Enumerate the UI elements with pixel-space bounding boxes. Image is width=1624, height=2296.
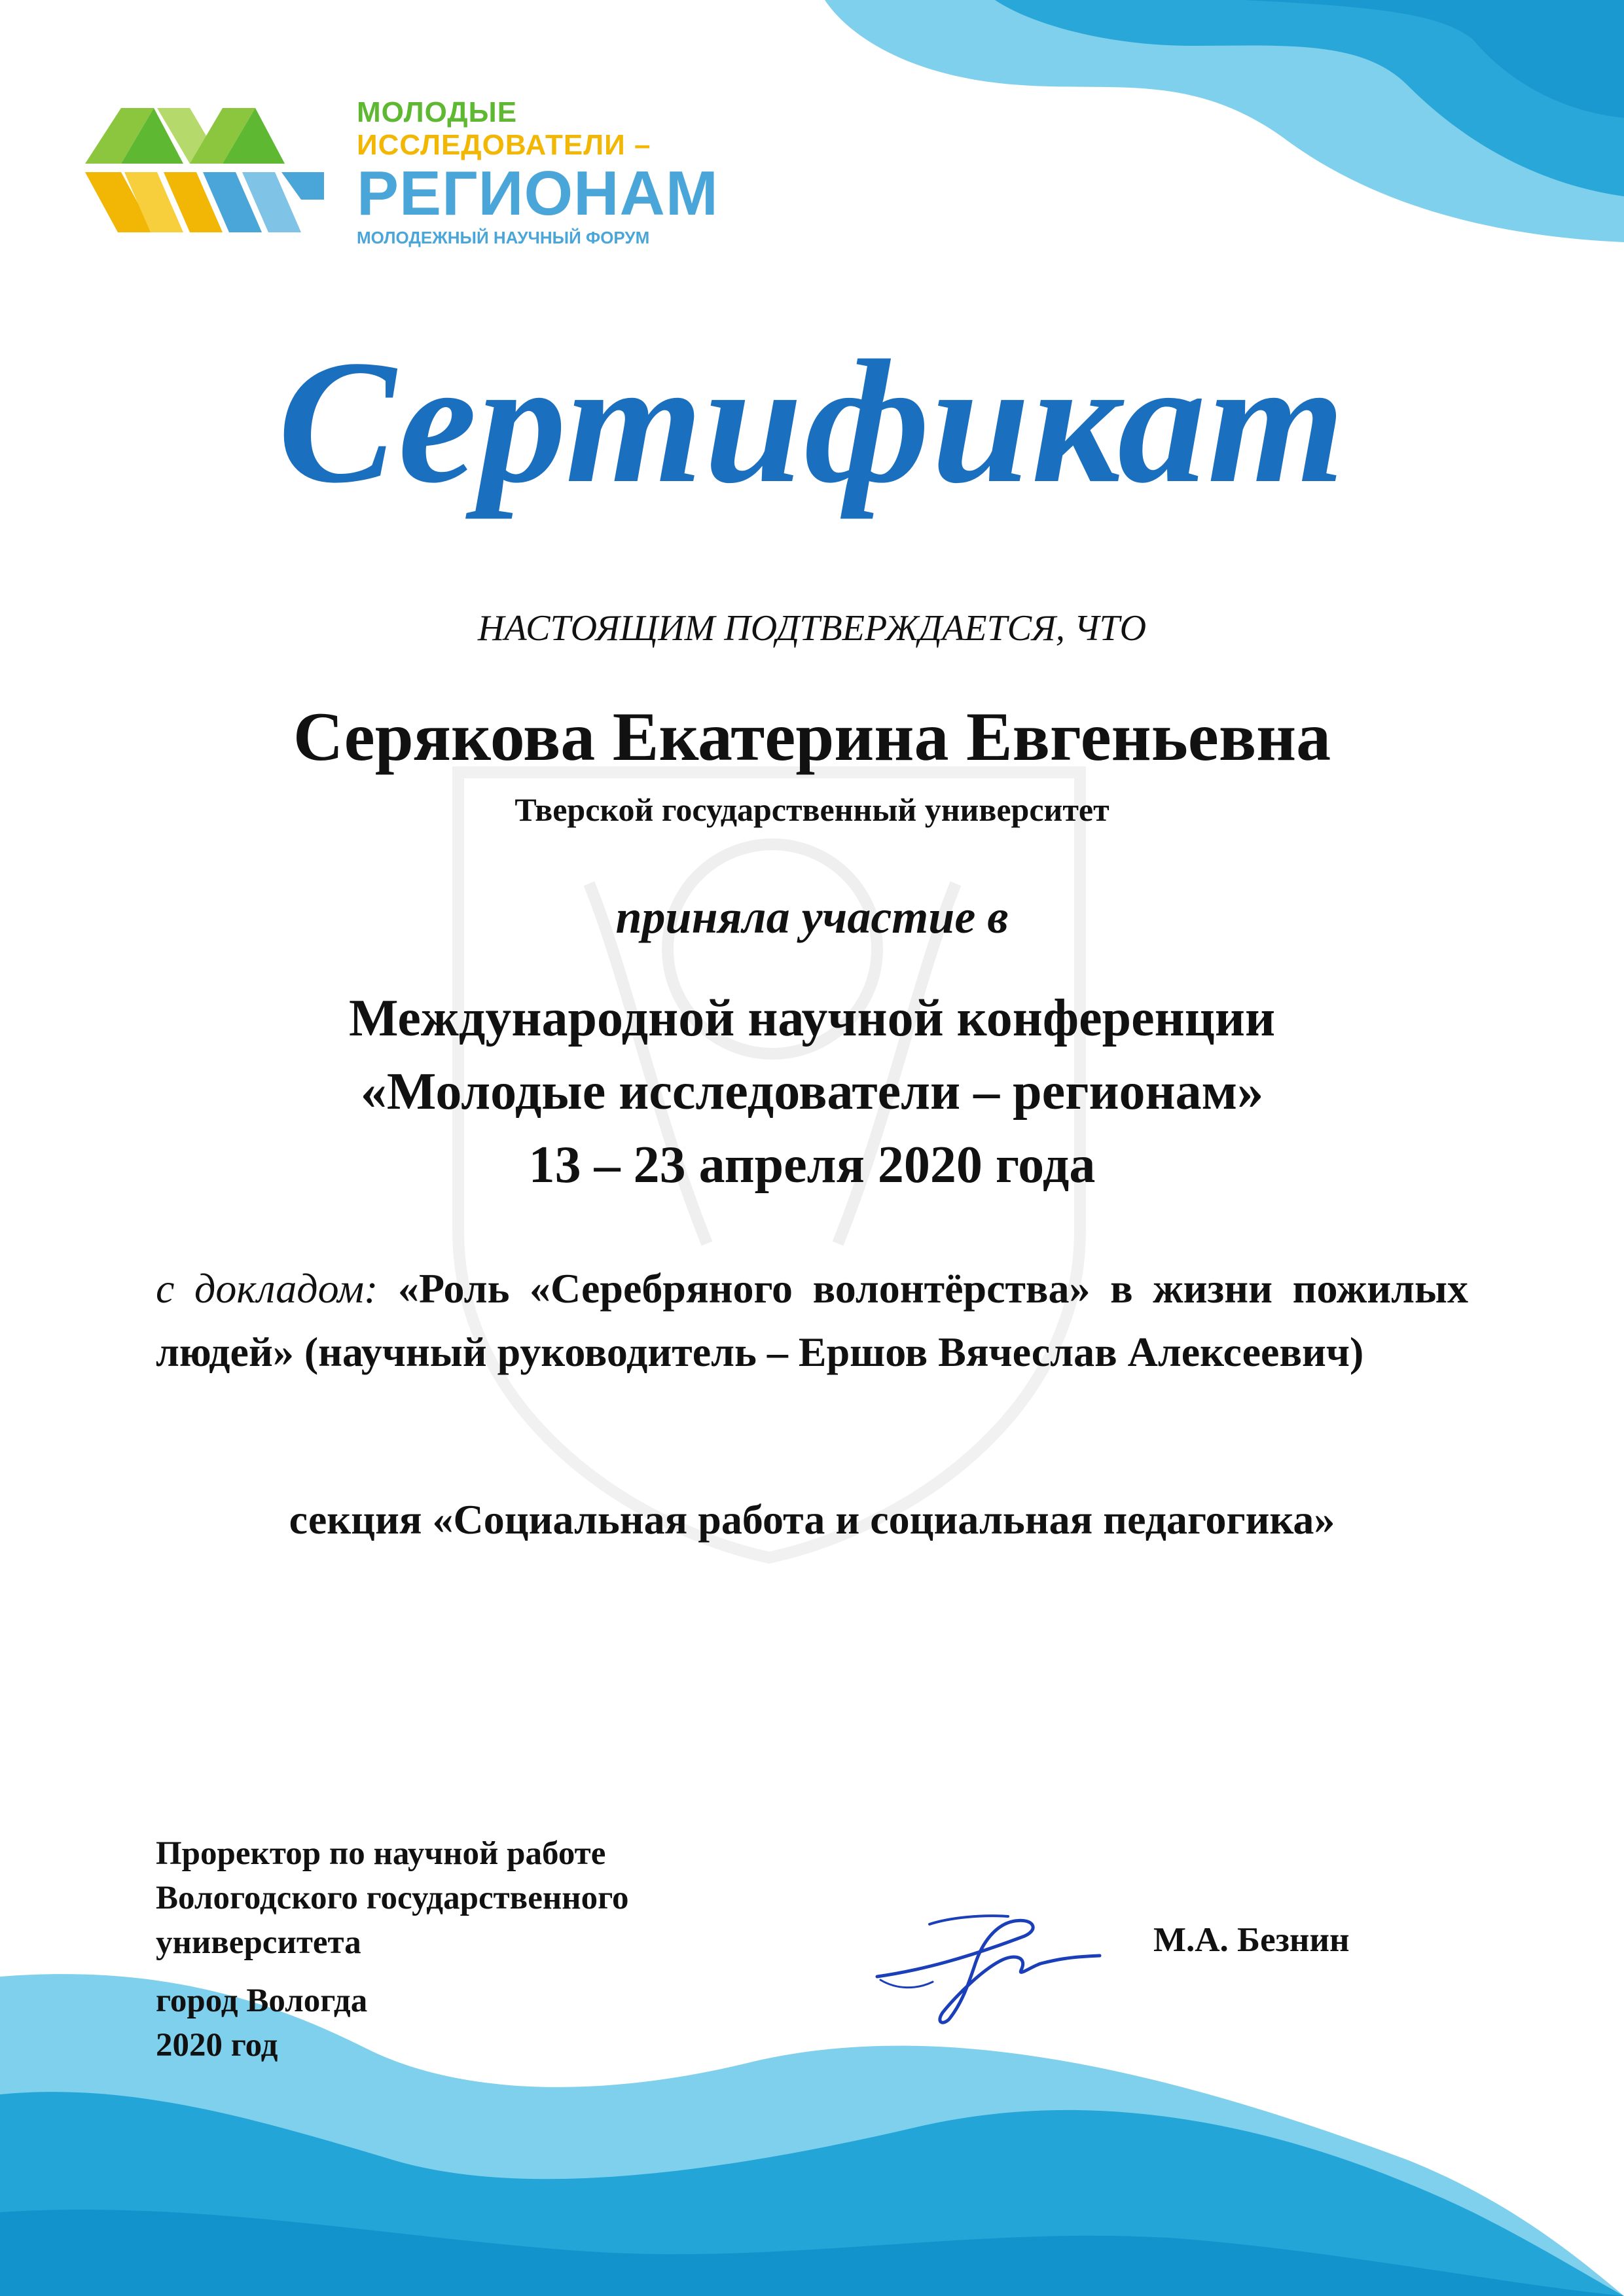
logo-line-4: МОЛОДЕЖНЫЙ НАУЧНЫЙ ФОРУМ xyxy=(357,228,650,247)
city-name: город Вологда xyxy=(156,1982,368,2019)
forum-logo-icon xyxy=(85,101,327,236)
signer-position xyxy=(156,1831,629,1965)
logo-line-1: МОЛОДЫЕ xyxy=(357,96,518,128)
logo-line-2: ИССЛЕДОВАТЕЛИ – xyxy=(357,129,651,161)
report-paragraph xyxy=(156,1257,1468,1384)
forum-logo-text xyxy=(357,98,719,246)
conference-dates: 13 – 23 апреля 2020 года xyxy=(528,1136,1096,1194)
recipient-name: Серякова Екатерина Евгеньевна xyxy=(293,698,1331,775)
year-text: 2020 год xyxy=(156,2027,278,2064)
certificate-title: Сертификат xyxy=(278,324,1346,520)
confirm-text: НАСТОЯЩИМ ПОДТВЕРЖДАЕТСЯ, ЧТО xyxy=(477,608,1147,649)
signer-line-2: Вологодского государственного xyxy=(156,1880,629,1916)
signer-line-1: Проректор по научной работе xyxy=(156,1835,606,1872)
conference-line-1: Международной научной конференции xyxy=(348,990,1276,1047)
handwritten-signature xyxy=(871,1898,1106,2029)
report-lead: с докладом: xyxy=(156,1265,378,1312)
section-name: секция «Социальная работа и социальная педагогика» xyxy=(289,1496,1335,1543)
logo-blue-shape-3 xyxy=(281,172,324,200)
signer-line-3: университета xyxy=(156,1924,361,1961)
signer-name: М.А. Безнин xyxy=(1153,1921,1350,1959)
participation-text: приняла участие в xyxy=(615,891,1009,943)
recipient-university: Тверской государственный университет xyxy=(514,791,1110,828)
conference-block xyxy=(0,982,1624,1202)
city-year xyxy=(156,1979,367,2068)
report-title: «Роль «Серебряного волонтёрства» в жизни пожилых людей» (научный руководитель – Ершов Вячеслав Алексеевич) xyxy=(156,1265,1469,1375)
conference-line-2: «Молодые исследователи – регионам» xyxy=(360,1063,1264,1121)
logo-line-3: РЕГИОНАМ xyxy=(357,158,719,228)
